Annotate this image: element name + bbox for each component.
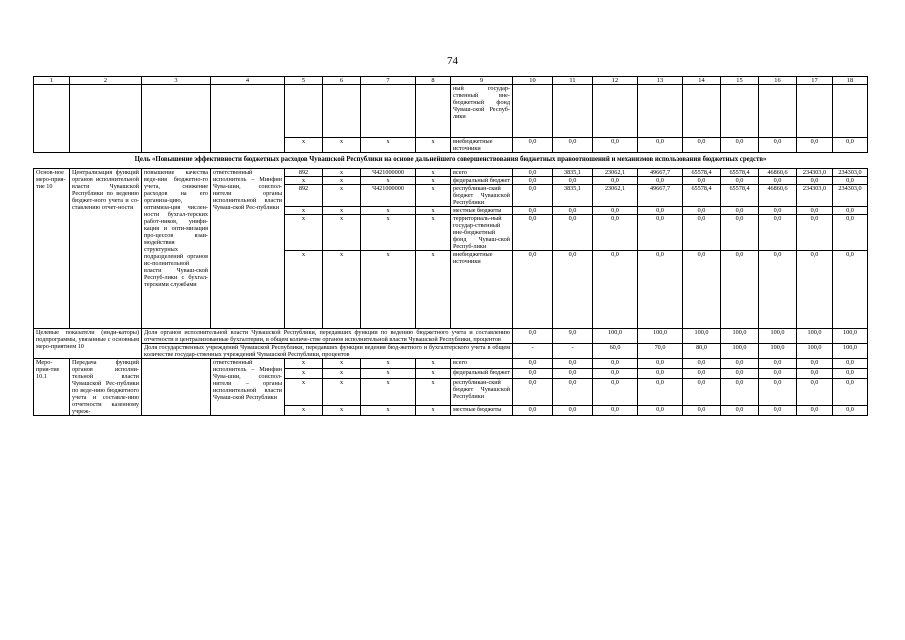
column-number: 8 (416, 77, 451, 85)
continuation-row (34, 138, 868, 153)
code-cell: х (285, 406, 323, 416)
measure-executor: ответственный исполнитель – Минфин Чува-шии, соиспол-нители – органы исполнительной власти Чуваш-ской Республики (211, 359, 285, 416)
value-cell: 100,0 (721, 344, 759, 359)
code-cell: х (285, 251, 323, 329)
column-number: 14 (683, 77, 721, 85)
value-cell: 0,0 (833, 251, 868, 329)
value-cell: 0,0 (593, 368, 638, 378)
value-cell: 0,0 (721, 251, 759, 329)
column-number: 3 (142, 77, 211, 85)
value-cell: 234303,0 (833, 169, 868, 177)
value-cell: 0,0 (638, 207, 683, 215)
code-cell: х (361, 215, 416, 251)
value-cell: 0,0 (833, 215, 868, 251)
code-cell: х (285, 138, 323, 153)
value-cell: 0,0 (593, 359, 638, 369)
value-cell: 0,0 (593, 215, 638, 251)
column-number-row (34, 77, 868, 85)
value-cell: 0,0 (553, 215, 593, 251)
value-cell: 0,0 (833, 177, 868, 185)
code-cell: х (323, 378, 361, 405)
column-number: 11 (553, 77, 593, 85)
value-cell: 0,0 (638, 138, 683, 153)
code-cell: х (416, 177, 451, 185)
indicator-label: Целевые показатели (инди-каторы) подпрограммы, увязанные с основным меро-приятием 10 (34, 329, 142, 359)
value-cell: 100,0 (759, 344, 797, 359)
code-cell: х (285, 378, 323, 405)
value-cell: 0,0 (513, 368, 553, 378)
value-cell: 234303,0 (833, 185, 868, 207)
code-cell: х (416, 368, 451, 378)
code-cell: х (361, 378, 416, 405)
value-cell: 65578,4 (683, 169, 721, 177)
value-cell: 46860,6 (759, 185, 797, 207)
funding-source: всего (451, 169, 513, 177)
value-cell: 0,0 (593, 138, 638, 153)
value-cell: 0,0 (638, 215, 683, 251)
value-cell: 0,0 (797, 251, 833, 329)
value-cell: 0,0 (721, 215, 759, 251)
column-number: 13 (638, 77, 683, 85)
value-cell: 0,0 (638, 251, 683, 329)
value-cell: 0,0 (797, 207, 833, 215)
measure-type: Меро-прия-тие 10.1 (34, 359, 70, 416)
value-cell: 0,0 (721, 368, 759, 378)
code-cell: х (361, 207, 416, 215)
value-cell: 0,0 (593, 207, 638, 215)
funding-source: федеральный бюджет (451, 368, 513, 378)
code-cell: х (416, 378, 451, 405)
table-row (34, 359, 868, 369)
value-cell: 23062,1 (593, 169, 638, 177)
code-cell: х (285, 359, 323, 369)
code-cell: Ч421000000 (361, 169, 416, 177)
column-number: 4 (211, 77, 285, 85)
value-cell: 0,0 (759, 406, 797, 416)
value-cell: 0,0 (833, 378, 868, 405)
value-cell: 0,0 (513, 329, 553, 344)
code-cell: х (416, 185, 451, 207)
value-cell: 0,0 (683, 138, 721, 153)
value-cell: 0,0 (593, 251, 638, 329)
funding-source: ный государ-ственный вне-бюджетный фонд Чуваш-ской Респуб-лики (451, 85, 513, 138)
funding-source: местные бюджеты (451, 207, 513, 215)
value-cell: 60,0 (593, 344, 638, 359)
value-cell: 0,0 (721, 359, 759, 369)
code-cell: х (416, 359, 451, 369)
column-number: 9 (451, 77, 513, 85)
value-cell: 0,0 (759, 177, 797, 185)
budget-table (33, 76, 868, 416)
value-cell: 0,0 (638, 359, 683, 369)
code-cell: х (416, 207, 451, 215)
column-number: 16 (759, 77, 797, 85)
value-cell: 9,0 (553, 329, 593, 344)
value-cell: 0,0 (683, 207, 721, 215)
value-cell: 0,0 (513, 177, 553, 185)
code-cell: х (323, 215, 361, 251)
code-cell: х (416, 251, 451, 329)
column-number: 5 (285, 77, 323, 85)
value-cell: 0,0 (797, 359, 833, 369)
value-cell: 0,0 (638, 406, 683, 416)
value-cell: 49667,7 (638, 185, 683, 207)
value-cell: 3835,1 (553, 169, 593, 177)
value-cell: 0,0 (683, 378, 721, 405)
value-cell: 0,0 (759, 251, 797, 329)
value-cell: 0,0 (833, 368, 868, 378)
value-cell: 100,0 (797, 329, 833, 344)
value-cell: 100,0 (833, 344, 868, 359)
value-cell: 65578,4 (721, 169, 759, 177)
value-cell: 0,0 (593, 406, 638, 416)
funding-source: федеральный бюджет (451, 177, 513, 185)
value-cell: 0,0 (759, 215, 797, 251)
column-number: 2 (70, 77, 142, 85)
code-cell: х (361, 138, 416, 153)
code-cell: х (361, 177, 416, 185)
value-cell: 0,0 (759, 207, 797, 215)
code-cell: х (323, 251, 361, 329)
goal-heading: Цель «Повышение эффективности бюджетных расходов Чувашской Республики на основе дальнейшего совершенствования бюджетных правоотношений и механизмов использования бюджетных средств» (34, 153, 868, 169)
value-cell: 0,0 (759, 378, 797, 405)
value-cell: 0,0 (513, 406, 553, 416)
value-cell: 46860,6 (759, 169, 797, 177)
value-cell: 0,0 (513, 185, 553, 207)
indicator-text: Доля государственных учреждений Чувашской Республики, передавших функции ведения бюд-жетного и бухгалтерского учета в общем количестве государ-ственных учреждений Чувашской Республики, процентов (142, 344, 513, 359)
column-number: 12 (593, 77, 638, 85)
value-cell: 0,0 (833, 138, 868, 153)
column-number: 7 (361, 77, 416, 85)
funding-source: республикан-ский бюджет Чувашской Республики (451, 378, 513, 405)
code-cell: х (323, 177, 361, 185)
value-cell: 100,0 (759, 329, 797, 344)
value-cell: 100,0 (797, 344, 833, 359)
code-cell: 892 (285, 169, 323, 177)
value-cell: 0,0 (513, 378, 553, 405)
code-cell: х (323, 368, 361, 378)
code-cell: х (361, 359, 416, 369)
value-cell: 0,0 (513, 138, 553, 153)
value-cell: 0,0 (683, 251, 721, 329)
column-number: 6 (323, 77, 361, 85)
table-row (34, 169, 868, 177)
code-cell: х (323, 207, 361, 215)
funding-source: внебюджетные источники (451, 138, 513, 153)
value-cell: 0,0 (797, 138, 833, 153)
value-cell: 0,0 (833, 406, 868, 416)
value-cell: 0,0 (683, 177, 721, 185)
value-cell: 0,0 (683, 215, 721, 251)
value-cell: 0,0 (797, 215, 833, 251)
value-cell: 0,0 (833, 359, 868, 369)
funding-source: республикан-ский бюджет Чувашской Республики (451, 185, 513, 207)
value-cell: 65578,4 (683, 185, 721, 207)
value-cell: 0,0 (553, 251, 593, 329)
value-cell: 0,0 (553, 138, 593, 153)
value-cell: 0,0 (638, 378, 683, 405)
value-cell: 0,0 (833, 207, 868, 215)
value-cell: 0,0 (797, 406, 833, 416)
value-cell: 0,0 (553, 406, 593, 416)
funding-source: внебюджетные источники (451, 251, 513, 329)
code-cell: х (285, 207, 323, 215)
value-cell: 0,0 (759, 138, 797, 153)
funding-source: территориаль-ный государ-ственный вне-бюджетный фонд Чуваш-ской Респуб-лики (451, 215, 513, 251)
value-cell: 0,0 (593, 378, 638, 405)
value-cell: 0,0 (721, 177, 759, 185)
value-cell: 0,0 (513, 359, 553, 369)
column-number: 1 (34, 77, 70, 85)
funding-source: всего (451, 359, 513, 369)
column-number: 17 (797, 77, 833, 85)
code-cell: х (323, 169, 361, 177)
value-cell: 0,0 (797, 177, 833, 185)
value-cell: 0,0 (721, 378, 759, 405)
value-cell: 65578,4 (721, 185, 759, 207)
value-cell: - (513, 344, 553, 359)
value-cell: 0,0 (797, 368, 833, 378)
indicator-row (34, 344, 868, 359)
value-cell: 100,0 (638, 329, 683, 344)
value-cell: 0,0 (553, 177, 593, 185)
indicator-text: Доля органов исполнительной власти Чувашской Республики, передавших функции по ведению бюджетного учета и составлению отчетности в централизованные бухгалтерии, в общем количе-стве органов исполнительной власти Чувашской Республики, процентов (142, 329, 513, 344)
funding-source: местные бюджеты (451, 406, 513, 416)
value-cell: 0,0 (638, 368, 683, 378)
value-cell: 0,0 (593, 177, 638, 185)
value-cell: 0,0 (553, 378, 593, 405)
code-cell: х (361, 251, 416, 329)
code-cell: х (323, 406, 361, 416)
column-number: 10 (513, 77, 553, 85)
code-cell: х (361, 368, 416, 378)
value-cell: 0,0 (553, 368, 593, 378)
code-cell: х (416, 215, 451, 251)
code-cell: х (323, 138, 361, 153)
code-cell: х (361, 406, 416, 416)
continuation-row (34, 85, 868, 138)
value-cell: 80,0 (683, 344, 721, 359)
value-cell: 49667,7 (638, 169, 683, 177)
page-number: 74 (447, 55, 458, 67)
measure-name: Централизация функций органов исполнительной власти Чувашской Республики по ведению бюджет-ного учета и со-ставлению отчет-ности (70, 169, 142, 329)
value-cell: 0,0 (759, 368, 797, 378)
goal-row (34, 153, 868, 169)
code-cell: х (323, 359, 361, 369)
measure-name: Передача функций органов исполни-тельной власти Чувашской Рес-публики по веде-нию бюджетного учета и составле-нию отчетности казенному учреж- (70, 359, 142, 416)
value-cell: 0,0 (721, 138, 759, 153)
measure-executor: ответственный исполнитель – Минфин Чува-шии, соиспол-нители органы исполнительной власти Чуваш-ской Рес-публики (211, 169, 285, 329)
value-cell: 70,0 (638, 344, 683, 359)
value-cell: 100,0 (721, 329, 759, 344)
value-cell: 0,0 (721, 207, 759, 215)
value-cell: 0,0 (513, 169, 553, 177)
value-cell: 0,0 (683, 406, 721, 416)
value-cell: 0,0 (638, 177, 683, 185)
value-cell: 0,0 (513, 207, 553, 215)
code-cell: х (323, 185, 361, 207)
value-cell: 3835,1 (553, 185, 593, 207)
code-cell: х (416, 406, 451, 416)
value-cell: 23062,1 (593, 185, 638, 207)
value-cell: 100,0 (833, 329, 868, 344)
value-cell: 234303,0 (797, 185, 833, 207)
value-cell: 0,0 (553, 359, 593, 369)
measure-type: Основ-ное меро-прия-тие 10 (34, 169, 70, 329)
column-number: 15 (721, 77, 759, 85)
value-cell: 0,0 (513, 215, 553, 251)
code-cell: х (285, 368, 323, 378)
value-cell: 0,0 (513, 251, 553, 329)
code-cell: х (416, 169, 451, 177)
code-cell: Ч421000000 (361, 185, 416, 207)
value-cell: 100,0 (593, 329, 638, 344)
code-cell: х (285, 177, 323, 185)
value-cell: 0,0 (683, 368, 721, 378)
measure-result: повышение качества веде-ния бюджетно-го учета, снижение расходов на его организа-цию, оптимиза-ция числен-ности бухгал-терских работ-ников, унифи-кация и опти-мизация про-цессов взаи-модействия структурных подразделений органов ис-полнительной власти Чуваш-ской Респуб-лики с бухгал-терскими службами (142, 169, 211, 329)
value-cell: 100,0 (683, 329, 721, 344)
column-number: 18 (833, 77, 868, 85)
measure-result (142, 359, 211, 416)
value-cell: 0,0 (683, 359, 721, 369)
code-cell: 892 (285, 185, 323, 207)
value-cell: 0,0 (797, 378, 833, 405)
value-cell: - (553, 344, 593, 359)
code-cell: х (416, 138, 451, 153)
value-cell: 0,0 (721, 406, 759, 416)
code-cell: х (285, 215, 323, 251)
indicator-row (34, 329, 868, 344)
value-cell: 234303,0 (797, 169, 833, 177)
value-cell: 0,0 (759, 359, 797, 369)
value-cell: 0,0 (553, 207, 593, 215)
